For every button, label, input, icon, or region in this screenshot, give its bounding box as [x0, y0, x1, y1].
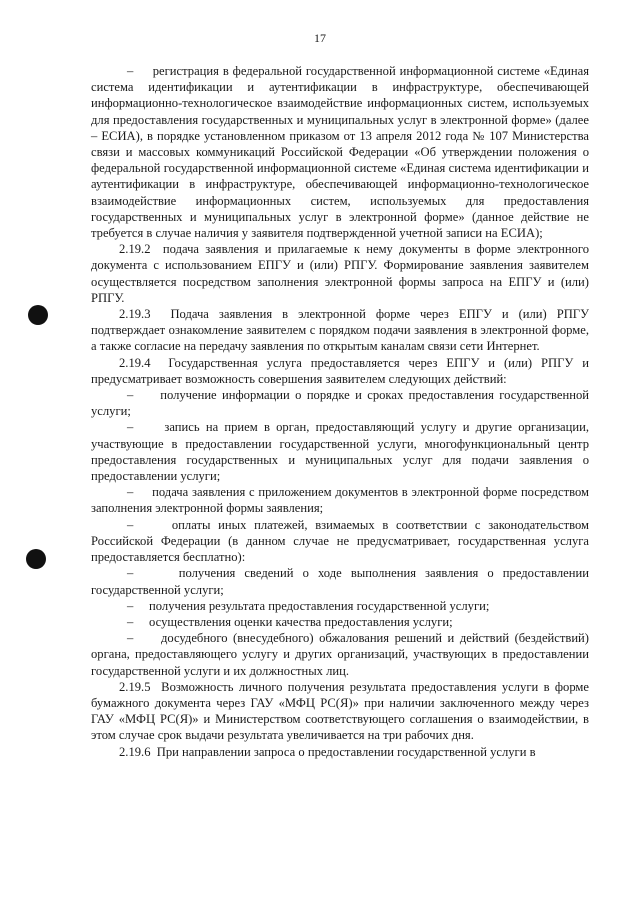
bullet-paragraph: – подача заявления с приложением документов в электронной форме посредством заполнения электронной формы заявления; [91, 485, 589, 516]
bullet-paragraph: – получение информации о порядке и сроках предоставления государственной услуги; [91, 388, 589, 419]
punch-hole-mark [28, 305, 48, 325]
bullet-paragraph: – получения результата предоставления государственной услуги; [127, 598, 490, 613]
page-number: 17 [314, 31, 326, 45]
numbered-paragraph: 2.19.6 При направлении запроса о предоставлении государственной услуги в [119, 744, 536, 759]
bullet-paragraph: – оплаты иных платежей, взимаемых в соответствии с законодательством Российской Федерации (в данном случае не предусматривает, государственная услуга предоставляется бесплатно): [91, 517, 589, 565]
bullet-paragraph: – запись на прием в орган, предоставляющий услугу и другие организации, участвующие в предоставлении государственной услуги, многофункциональный центр предоставления государственных и муниципальных услуг для подачи заявления о предоставлении услуги; [91, 420, 589, 484]
numbered-paragraph: 2.19.2 подача заявления и прилагаемые к нему документы в форме электронного документа с использованием ЕПГУ и (или) РПГУ. Формирование заявления заявителем осуществляется посредством заполнения электронной формы запроса на ЕПГУ и (или) РПГУ. [91, 242, 589, 305]
punch-hole-mark [26, 549, 46, 569]
document-body [91, 63, 589, 760]
bullet-paragraph: – получения сведений о ходе выполнения заявления о предоставлении государственной услуги; [91, 566, 589, 597]
bullet-paragraph: – осуществления оценки качества предоставления услуги; [127, 614, 453, 629]
bullet-paragraph: – регистрация в федеральной государственной информационной системе «Единая система идентификации и аутентификации в инфраструктуре, обеспечивающей информационно-технологическое взаимодействие информационных систем, используемых для предоставления государственных и муниципальных услуг в электронной форме» (далее – ЕСИА), в порядке установленном приказом от 13 апреля 2012 года № 107 Министерства связи и массовых коммуникаций Российской Федерации «Об утверждении положения о федеральной государственной информационной системе «Единая система идентификации и аутентификации в инфраструктуре, обеспечивающей информационно-технологическое взаимодействие информационных систем, используемых для предоставления государственных и муниципальных услуг в электронной форме» (данное действие не требуется в случае наличия у заявителя подтвержденной учетной записи на ЕСИА); [91, 64, 589, 241]
bullet-paragraph: – досудебного (внесудебного) обжалования решений и действий (бездействий) органа, предоставляющего услугу и других организаций, участвующих в предоставлении государственной услуги и их должностных лиц. [91, 631, 589, 678]
numbered-paragraph: 2.19.4 Государственная услуга предоставляется через ЕПГУ и (или) РПГУ и предусматривает возможность совершения заявителем следующих действий: [91, 355, 589, 386]
numbered-paragraph: 2.19.5 Возможность личного получения результата предоставления услуги в форме бумажного документа через ГАУ «МФЦ РС(Я)» при наличии заключенного между через ГАУ «МФЦ РС(Я)» и Министерством соответствующего соглашения о взаимодействии, в этом случае срок выдачи результата увеличивается на три рабочих дня. [91, 679, 589, 743]
numbered-paragraph: 2.19.3 Подача заявления в электронной форме через ЕПГУ и (или) РПГУ подтверждает ознакомление заявителем с порядком подачи заявления в электронной форме, а также согласие на передачу заявления по открытым каналам связи сети Интернет. [91, 307, 589, 354]
